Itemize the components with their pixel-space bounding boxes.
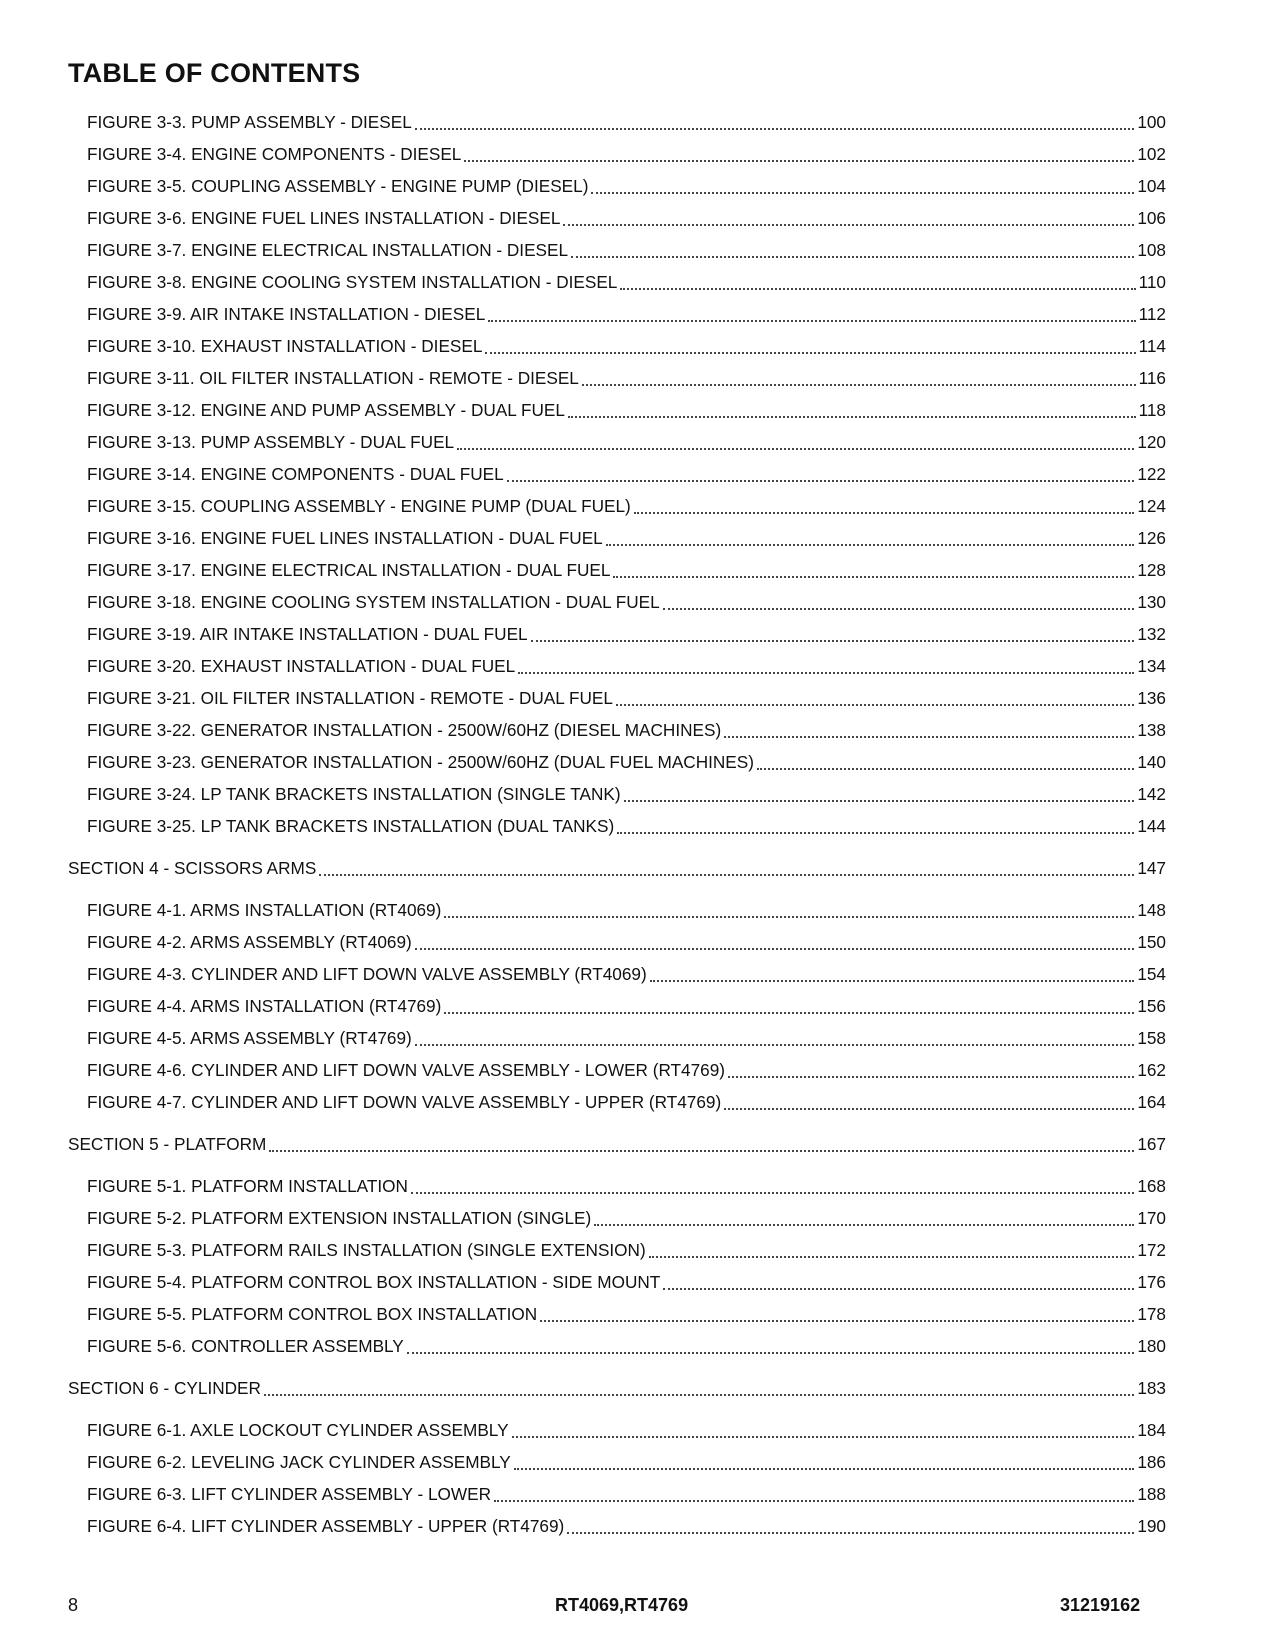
dot-leader bbox=[415, 948, 1135, 950]
toc-figure-entry[interactable] bbox=[0, 810, 1166, 842]
toc-figure-entry[interactable] bbox=[0, 266, 1166, 298]
dot-leader bbox=[464, 160, 1134, 162]
dot-leader bbox=[582, 384, 1136, 386]
toc-entry-label: FIGURE 5-4. PLATFORM CONTROL BOX INSTALLATION - SIDE MOUNT bbox=[87, 1272, 661, 1292]
toc-entry-label: FIGURE 3-12. ENGINE AND PUMP ASSEMBLY - DUAL FUEL bbox=[87, 400, 565, 420]
dot-leader bbox=[724, 736, 1134, 738]
dot-leader bbox=[663, 1288, 1134, 1290]
footer-page-number: 8 bbox=[68, 1595, 79, 1615]
dot-leader bbox=[650, 980, 1135, 982]
toc-entry-page-number: 118 bbox=[1138, 400, 1166, 420]
toc-figure-entry[interactable] bbox=[0, 1510, 1166, 1542]
footer-document-number: 31219162 bbox=[1060, 1595, 1141, 1615]
toc-figure-entry[interactable] bbox=[0, 330, 1166, 362]
toc-entry-label: FIGURE 5-5. PLATFORM CONTROL BOX INSTALLATION bbox=[87, 1304, 538, 1324]
toc-entry-page-number: 142 bbox=[1137, 784, 1166, 804]
toc-figure-entry[interactable] bbox=[0, 394, 1166, 426]
toc-entry-page-number: 134 bbox=[1137, 656, 1166, 676]
toc-section-entry[interactable] bbox=[0, 1372, 1166, 1404]
toc-entry-page-number: 150 bbox=[1137, 932, 1166, 952]
dot-leader bbox=[728, 1076, 1134, 1078]
toc-figure-entry[interactable] bbox=[0, 1086, 1166, 1118]
dot-leader bbox=[444, 1012, 1134, 1014]
toc-figure-entry[interactable] bbox=[0, 958, 1166, 990]
toc-figure-entry[interactable] bbox=[0, 522, 1166, 554]
toc-entry-page-number: 154 bbox=[1137, 964, 1166, 984]
toc-figure-entry[interactable] bbox=[0, 458, 1166, 490]
toc-entry-page-number: 110 bbox=[1138, 272, 1166, 292]
toc-figure-entry[interactable] bbox=[0, 1446, 1166, 1478]
toc-entry-label: FIGURE 4-4. ARMS INSTALLATION (RT4769) bbox=[87, 996, 442, 1016]
toc-entry-label: FIGURE 4-5. ARMS ASSEMBLY (RT4769) bbox=[87, 1028, 412, 1048]
toc-entry-label: FIGURE 5-6. CONTROLLER ASSEMBLY bbox=[87, 1336, 404, 1356]
dot-leader bbox=[512, 1436, 1135, 1438]
dot-leader bbox=[264, 1394, 1134, 1396]
dot-leader bbox=[415, 128, 1135, 130]
toc-entry-page-number: 128 bbox=[1137, 560, 1166, 580]
toc-entry-page-number: 180 bbox=[1137, 1336, 1166, 1356]
toc-entry-label: SECTION 4 - SCISSORS ARMS bbox=[68, 858, 317, 878]
toc-figure-entry[interactable] bbox=[0, 778, 1166, 810]
toc-figure-entry[interactable] bbox=[0, 926, 1166, 958]
toc-entry-page-number: 186 bbox=[1137, 1452, 1166, 1472]
dot-leader bbox=[494, 1500, 1134, 1502]
toc-figure-entry[interactable] bbox=[0, 1298, 1166, 1330]
toc-figure-entry[interactable] bbox=[0, 1234, 1166, 1266]
toc-entry-label: FIGURE 3-23. GENERATOR INSTALLATION - 2500W/60HZ (DUAL FUEL MACHINES) bbox=[87, 752, 754, 772]
toc-figure-entry[interactable] bbox=[0, 1266, 1166, 1298]
dot-leader bbox=[606, 544, 1135, 546]
toc-entry-label: FIGURE 4-6. CYLINDER AND LIFT DOWN VALVE ASSEMBLY - LOWER (RT4769) bbox=[87, 1060, 726, 1080]
toc-entry-label: FIGURE 3-20. EXHAUST INSTALLATION - DUAL FUEL bbox=[87, 656, 516, 676]
toc-entry-label: FIGURE 3-5. COUPLING ASSEMBLY - ENGINE PUMP (DIESEL) bbox=[87, 176, 589, 196]
toc-entry-label: FIGURE 6-4. LIFT CYLINDER ASSEMBLY - UPPER (RT4769) bbox=[87, 1516, 565, 1536]
dot-leader bbox=[540, 1320, 1134, 1322]
dot-leader bbox=[649, 1256, 1135, 1258]
toc-entry-page-number: 122 bbox=[1137, 464, 1166, 484]
toc-entry-label: FIGURE 3-7. ENGINE ELECTRICAL INSTALLATION - DIESEL bbox=[87, 240, 569, 260]
toc-entry-label: SECTION 6 - CYLINDER bbox=[68, 1378, 261, 1398]
toc-entry-page-number: 170 bbox=[1137, 1208, 1166, 1228]
toc-figure-entry[interactable] bbox=[0, 426, 1166, 458]
toc-entry-page-number: 172 bbox=[1137, 1240, 1166, 1260]
dot-leader bbox=[507, 480, 1135, 482]
toc-figure-entry[interactable] bbox=[0, 1170, 1166, 1202]
toc-entry-label: FIGURE 3-3. PUMP ASSEMBLY - DIESEL bbox=[87, 112, 412, 132]
toc-figure-entry[interactable] bbox=[0, 1330, 1166, 1362]
toc-entry-label: FIGURE 6-2. LEVELING JACK CYLINDER ASSEMBLY bbox=[87, 1452, 511, 1472]
toc-entry-page-number: 183 bbox=[1137, 1378, 1166, 1398]
dot-leader bbox=[620, 288, 1135, 290]
toc-section-entry[interactable] bbox=[0, 1128, 1166, 1160]
toc-figure-entry[interactable] bbox=[0, 650, 1166, 682]
toc-entry-label: FIGURE 4-1. ARMS INSTALLATION (RT4069) bbox=[87, 900, 442, 920]
toc-entry-page-number: 147 bbox=[1137, 858, 1166, 878]
dot-leader bbox=[616, 704, 1134, 706]
toc-entry-label: FIGURE 5-2. PLATFORM EXTENSION INSTALLATION (SINGLE) bbox=[87, 1208, 592, 1228]
dot-leader bbox=[571, 256, 1134, 258]
toc-entry-label: FIGURE 3-4. ENGINE COMPONENTS - DIESEL bbox=[87, 144, 462, 164]
toc-entry-label: FIGURE 4-7. CYLINDER AND LIFT DOWN VALVE ASSEMBLY - UPPER (RT4769) bbox=[87, 1092, 722, 1112]
toc-entry-page-number: 116 bbox=[1138, 368, 1166, 388]
toc-entry-page-number: 162 bbox=[1137, 1060, 1166, 1080]
toc-entry-label: FIGURE 3-13. PUMP ASSEMBLY - DUAL FUEL bbox=[87, 432, 455, 452]
toc-entry-page-number: 190 bbox=[1137, 1516, 1166, 1536]
toc-figure-entry[interactable] bbox=[0, 170, 1166, 202]
toc-entry-page-number: 126 bbox=[1137, 528, 1166, 548]
toc-figure-entry[interactable] bbox=[0, 618, 1166, 650]
dot-leader bbox=[269, 1150, 1134, 1152]
toc-entry-page-number: 120 bbox=[1137, 432, 1166, 452]
toc-figure-entry[interactable] bbox=[0, 362, 1166, 394]
dot-leader bbox=[568, 416, 1136, 418]
toc-figure-entry[interactable] bbox=[0, 1478, 1166, 1510]
dot-leader bbox=[724, 1108, 1134, 1110]
toc-entry-page-number: 108 bbox=[1137, 240, 1166, 260]
dot-leader bbox=[757, 768, 1134, 770]
toc-entry-page-number: 144 bbox=[1137, 816, 1166, 836]
toc-entry-label: FIGURE 3-18. ENGINE COOLING SYSTEM INSTALLATION - DUAL FUEL bbox=[87, 592, 660, 612]
toc-entry-page-number: 106 bbox=[1137, 208, 1166, 228]
toc-figure-entry[interactable] bbox=[0, 1022, 1166, 1054]
dot-leader bbox=[407, 1352, 1135, 1354]
toc-figure-entry[interactable] bbox=[0, 714, 1166, 746]
toc-entry-page-number: 188 bbox=[1137, 1484, 1166, 1504]
toc-entry-label: FIGURE 3-17. ENGINE ELECTRICAL INSTALLATION - DUAL FUEL bbox=[87, 560, 611, 580]
toc-entry-label: FIGURE 3-10. EXHAUST INSTALLATION - DIESEL bbox=[87, 336, 483, 356]
toc-entry-label: FIGURE 3-19. AIR INTAKE INSTALLATION - DUAL FUEL bbox=[87, 624, 528, 644]
toc-entry-page-number: 100 bbox=[1137, 112, 1166, 132]
toc-entry-label: FIGURE 3-14. ENGINE COMPONENTS - DUAL FUEL bbox=[87, 464, 504, 484]
toc-figure-entry[interactable] bbox=[0, 234, 1166, 266]
toc-entry-label: FIGURE 3-11. OIL FILTER INSTALLATION - REMOTE - DIESEL bbox=[87, 368, 579, 388]
toc-entry-label: FIGURE 3-24. LP TANK BRACKETS INSTALLATION (SINGLE TANK) bbox=[87, 784, 621, 804]
dot-leader bbox=[514, 1468, 1135, 1470]
toc-entry-label: FIGURE 3-25. LP TANK BRACKETS INSTALLATION (DUAL TANKS) bbox=[87, 816, 615, 836]
toc-entry-page-number: 130 bbox=[1137, 592, 1166, 612]
dot-leader bbox=[594, 1224, 1134, 1226]
toc-entry-label: FIGURE 3-9. AIR INTAKE INSTALLATION - DIESEL bbox=[87, 304, 486, 324]
dot-leader bbox=[613, 576, 1134, 578]
toc-figure-entry[interactable] bbox=[0, 202, 1166, 234]
toc-entry-page-number: 184 bbox=[1137, 1420, 1166, 1440]
toc-figure-entry[interactable] bbox=[0, 1202, 1166, 1234]
toc-entry-label: FIGURE 3-6. ENGINE FUEL LINES INSTALLATION - DIESEL bbox=[87, 208, 561, 228]
toc-entry-page-number: 158 bbox=[1137, 1028, 1166, 1048]
toc-figure-entry[interactable] bbox=[0, 894, 1166, 926]
toc-section-entry[interactable] bbox=[0, 852, 1166, 884]
toc-entry-label: FIGURE 6-1. AXLE LOCKOUT CYLINDER ASSEMBLY bbox=[87, 1420, 509, 1440]
dot-leader bbox=[563, 224, 1134, 226]
toc-figure-entry[interactable] bbox=[0, 138, 1166, 170]
toc-entry-page-number: 136 bbox=[1137, 688, 1166, 708]
toc-figure-entry[interactable] bbox=[0, 990, 1166, 1022]
toc-entry-page-number: 156 bbox=[1137, 996, 1166, 1016]
toc-entry-page-number: 164 bbox=[1137, 1092, 1166, 1112]
dot-leader bbox=[624, 800, 1135, 802]
toc-entry-page-number: 132 bbox=[1137, 624, 1166, 644]
toc-entry-page-number: 112 bbox=[1138, 304, 1166, 324]
toc-entry-page-number: 176 bbox=[1137, 1272, 1166, 1292]
dot-leader bbox=[617, 832, 1134, 834]
toc-entry-page-number: 102 bbox=[1137, 144, 1166, 164]
dot-leader bbox=[567, 1532, 1134, 1534]
toc-figure-entry[interactable] bbox=[0, 490, 1166, 522]
dot-leader bbox=[319, 874, 1134, 876]
toc-entry-label: FIGURE 5-3. PLATFORM RAILS INSTALLATION (SINGLE EXTENSION) bbox=[87, 1240, 646, 1260]
toc-figure-entry[interactable] bbox=[0, 298, 1166, 330]
toc-entry-page-number: 168 bbox=[1137, 1176, 1166, 1196]
toc-entry-label: FIGURE 3-22. GENERATOR INSTALLATION - 2500W/60HZ (DIESEL MACHINES) bbox=[87, 720, 722, 740]
toc-entry-label: FIGURE 3-15. COUPLING ASSEMBLY - ENGINE PUMP (DUAL FUEL) bbox=[87, 496, 631, 516]
table-of-contents bbox=[0, 106, 1275, 1542]
dot-leader bbox=[457, 448, 1134, 450]
dot-leader bbox=[444, 916, 1134, 918]
toc-entry-label: SECTION 5 - PLATFORM bbox=[68, 1134, 267, 1154]
page-footer bbox=[0, 1595, 1275, 1619]
page-title: TABLE OF CONTENTS bbox=[68, 58, 361, 88]
toc-figure-entry[interactable] bbox=[0, 746, 1166, 778]
toc-entry-page-number: 167 bbox=[1137, 1134, 1166, 1154]
toc-figure-entry[interactable] bbox=[0, 1414, 1166, 1446]
toc-entry-label: FIGURE 3-16. ENGINE FUEL LINES INSTALLATION - DUAL FUEL bbox=[87, 528, 603, 548]
dot-leader bbox=[485, 352, 1135, 354]
toc-entry-label: FIGURE 4-2. ARMS ASSEMBLY (RT4069) bbox=[87, 932, 412, 952]
dot-leader bbox=[518, 672, 1134, 674]
dot-leader bbox=[634, 512, 1135, 514]
dot-leader bbox=[663, 608, 1135, 610]
toc-entry-label: FIGURE 6-3. LIFT CYLINDER ASSEMBLY - LOWER bbox=[87, 1484, 492, 1504]
toc-entry-label: FIGURE 5-1. PLATFORM INSTALLATION bbox=[87, 1176, 408, 1196]
toc-entry-page-number: 178 bbox=[1137, 1304, 1166, 1324]
dot-leader bbox=[488, 320, 1135, 322]
toc-entry-page-number: 124 bbox=[1137, 496, 1166, 516]
toc-entry-page-number: 114 bbox=[1138, 336, 1166, 356]
dot-leader bbox=[591, 192, 1134, 194]
toc-figure-entry[interactable] bbox=[0, 586, 1166, 618]
toc-entry-page-number: 104 bbox=[1137, 176, 1166, 196]
toc-entry-page-number: 140 bbox=[1137, 752, 1166, 772]
dot-leader bbox=[415, 1044, 1135, 1046]
dot-leader bbox=[531, 640, 1135, 642]
toc-entry-page-number: 138 bbox=[1137, 720, 1166, 740]
toc-entry-label: FIGURE 3-8. ENGINE COOLING SYSTEM INSTALLATION - DIESEL bbox=[87, 272, 618, 292]
toc-entry-label: FIGURE 3-21. OIL FILTER INSTALLATION - REMOTE - DUAL FUEL bbox=[87, 688, 613, 708]
toc-figure-entry[interactable] bbox=[0, 682, 1166, 714]
toc-figure-entry[interactable] bbox=[0, 106, 1166, 138]
dot-leader bbox=[411, 1192, 1134, 1194]
footer-model: RT4069,RT4769 bbox=[555, 1595, 689, 1615]
toc-figure-entry[interactable] bbox=[0, 1054, 1166, 1086]
toc-figure-entry[interactable] bbox=[0, 554, 1166, 586]
toc-entry-page-number: 148 bbox=[1137, 900, 1166, 920]
toc-entry-label: FIGURE 4-3. CYLINDER AND LIFT DOWN VALVE ASSEMBLY (RT4069) bbox=[87, 964, 647, 984]
